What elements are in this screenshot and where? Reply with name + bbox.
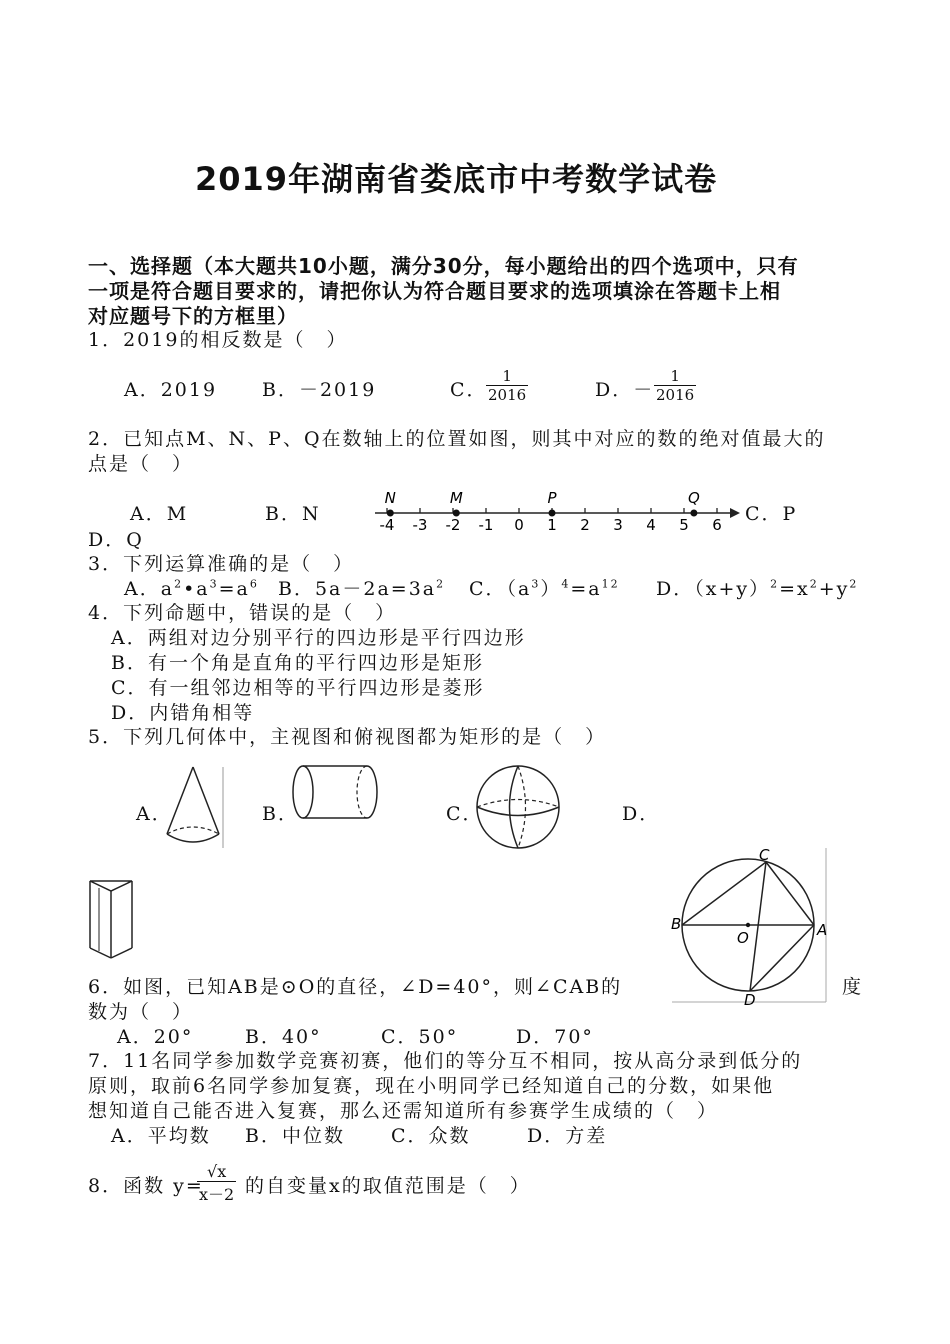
q5-option-c: C． [446,803,484,825]
q1-option-b: B．－2019 [262,379,377,401]
section-header-line3: 对应题号下的方框里） [88,304,298,328]
prism-figure [88,878,136,960]
q5-stem: 5．下列几何体中，主视图和俯视图都为矩形的是（ ） [88,726,607,748]
q3-c-exp1: 3 [531,577,541,591]
q7-stem-line1: 7．11名同学参加数学竞赛初赛，他们的等分互不相同，按从高分录到低分的 [88,1050,803,1072]
q4-option-c: C．有一组邻边相等的平行四边形是菱形 [111,677,485,699]
q7-stem-line3: 想知道自己能否进入复赛，那么还需知道所有参赛学生成绩的（ ） [88,1100,719,1122]
q1-option-d: D．－ [595,379,655,401]
section-header-line1: 一、选择题（本大题共10小题，满分30分，每小题给出的四个选项中，只有 [88,254,799,278]
q3-option-a [124,574,259,601]
number-line-point-label: Q [687,489,700,507]
number-line-tick-label: 2 [580,516,590,534]
q5-option-b: B． [262,803,299,825]
cone-figure [164,764,226,852]
label-a: A [817,921,828,939]
label-b: B [671,915,682,933]
q2-option-a: A．M [130,503,189,525]
q7-option-c: C．众数 [391,1125,471,1147]
q6-option-c: C．50° [381,1026,459,1048]
q2-option-c: C．P [745,503,798,525]
number-line-arrow [730,508,740,518]
q1-option-c: C． [450,379,488,401]
q8-stem-pre: 8．函数 y= [88,1175,204,1197]
q3-option-c [469,574,620,601]
q3-b-exp: 2 [436,577,446,591]
q3-c-text: C．（a [469,578,532,600]
q7-stem-line2: 原则，取前6名同学参加复赛，现在小明同学已经知道自己的分数，如果他 [88,1075,775,1097]
q1-d-numerator: 1 [654,367,696,386]
q4-stem: 4．下列命题中，错误的是（ ） [88,602,397,624]
q3-a-mid: •a [183,578,210,600]
label-o: O [737,929,749,947]
q3-option-d [656,574,858,601]
q7-option-d: D．方差 [527,1125,608,1147]
q4-option-a: A．两组对边分别平行的四边形是平行四边形 [111,627,526,649]
number-line-tick-label: 5 [679,516,689,534]
q1-stem: 1．2019的相反数是（ ） [88,329,348,351]
number-line-tick-label: 1 [547,516,557,534]
number-line-figure [372,486,752,536]
q1-option-c-fraction [486,367,528,404]
q7-option-b: B．中位数 [245,1125,345,1147]
q3-d-end: +y [818,578,850,600]
number-line-tick-label: -1 [478,516,494,534]
q6-stem-line1-end: 度 [842,976,864,998]
q3-c-exp3: 12 [601,577,620,591]
number-line-tick-label: -3 [412,516,428,534]
q3-c-mid: ） [540,578,562,600]
q8-fraction [197,1162,236,1205]
q2-stem-line2: 点是（ ） [88,453,194,475]
q3-d-text: D．（x+y） [656,578,771,600]
label-d: D [744,991,756,1009]
number-line-point-label: P [547,489,557,507]
q3-c-exp2: 4 [561,577,571,591]
q1-c-denominator: 2016 [488,386,527,404]
q3-a-base: A．a [124,578,175,600]
q6-stem-line2: 数为（ ） [88,1001,194,1023]
number-line-point-n [387,510,394,517]
page-title: 2019年湖南省娄底市中考数学试卷 [195,160,718,198]
q6-stem-line1: 6．如图，已知AB是⊙O的直径，∠D=40°，则∠CAB的 [88,976,623,998]
q3-d-mid: =x [779,578,810,600]
q3-a-exp3: 6 [249,577,259,591]
q2-option-b: B．N [265,503,321,525]
label-c: C [759,846,770,864]
q3-b-text: B．5a－2a=3a [278,578,437,600]
number-line-point-label: M [449,489,463,507]
q3-a-eq: =a [218,578,250,600]
q3-d-exp3: 2 [849,577,859,591]
number-line-tick-label: -2 [445,516,461,534]
number-line-point-p [549,510,556,517]
q4-option-b: B．有一个角是直角的平行四边形是矩形 [111,652,484,674]
number-line-point-label: N [384,489,396,507]
q8-stem-post: 的自变量x的取值范围是（ ） [245,1175,531,1197]
q1-option-a: A．2019 [124,379,218,401]
q2-stem-line1: 2．已知点M、N、P、Q在数轴上的位置如图，则其中对应的数的绝对值最大的 [88,428,826,450]
number-line-tick-label: 4 [646,516,656,534]
q6-option-a: A．20° [117,1026,194,1048]
q3-stem: 3．下列运算准确的是（ ） [88,553,355,575]
q8-numerator: √x [197,1162,236,1182]
q7-option-a: A．平均数 [111,1125,211,1147]
q1-c-numerator: 1 [486,367,528,386]
q3-option-b [278,574,445,601]
q3-a-exp1: 2 [174,577,184,591]
circle-figure [669,845,829,1007]
number-line-tick-label: 6 [712,516,722,534]
q5-option-d: D． [622,803,661,825]
number-line-tick-label: 0 [514,516,524,534]
q2-option-d: D．Q [88,529,144,551]
q3-c-eq: =a [570,578,602,600]
cylinder-figure [290,763,386,825]
q6-option-b: B．40° [245,1026,322,1048]
q4-option-d: D．内错角相等 [111,702,255,724]
number-line-tick-label: 3 [613,516,623,534]
sphere-figure [475,764,565,854]
q8-denominator: x－2 [199,1185,235,1204]
q3-a-exp2: 3 [209,577,219,591]
number-line-tick-label: -4 [379,516,395,534]
q3-d-exp2: 2 [809,577,819,591]
q3-d-exp1: 2 [770,577,780,591]
section-header-line2: 一项是符合题目要求的，请把你认为符合题目要求的选项填涂在答题卡上相 [88,279,781,303]
q1-option-d-fraction [654,367,696,404]
q1-d-denominator: 2016 [656,386,695,404]
q5-option-a: A． [136,803,173,825]
number-line-point-q [690,510,697,517]
number-line-point-m [453,510,460,517]
q6-option-d: D．70° [516,1026,594,1048]
